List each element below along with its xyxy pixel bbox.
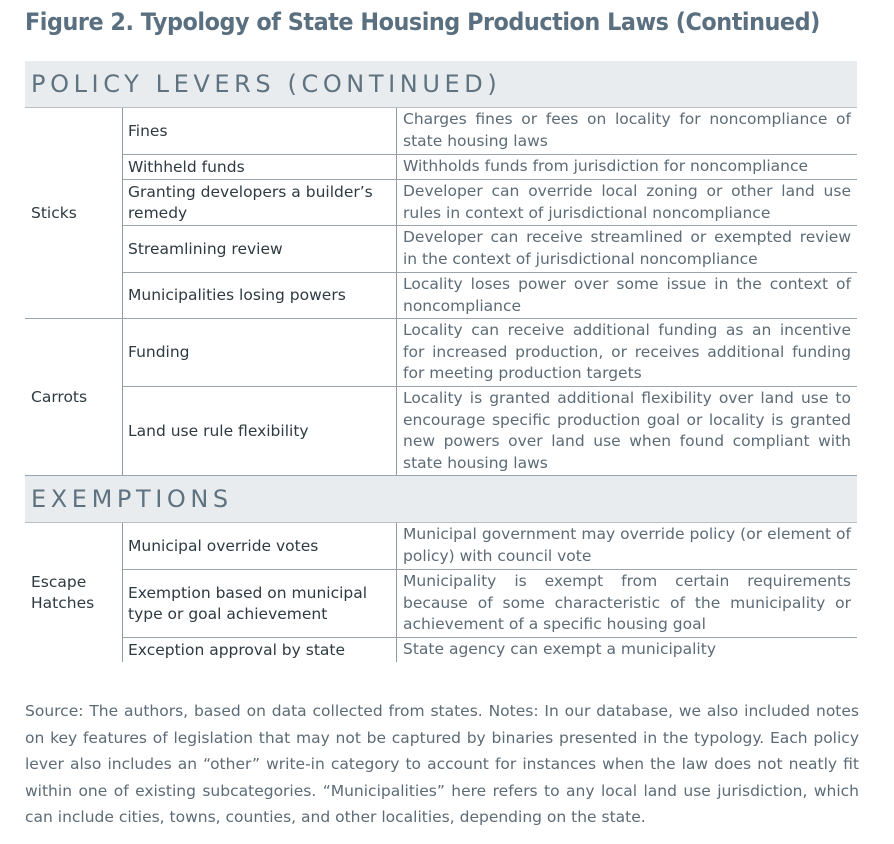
table-row: [123, 155, 857, 180]
typology-table: [25, 61, 857, 662]
lever-cell: Municipal override votes: [123, 523, 397, 569]
lever-cell: Exception approval by state: [123, 638, 397, 662]
lever-cell: Exemption based on municipal type or goal achievement: [123, 570, 397, 637]
source-notes: Source: The authors, based on data collected from states. Notes: In our database, we also included notes on key features of legislation that may not be captured by binaries presented in the typology. Each policy lever also includes an “other” write-in category to account for instances when the law does not neatly fit within one of existing subcategories. “Municipalities” here refers to any local land use jurisdiction, which can include cities, towns, counties, and other localities, depending on the state.: [25, 702, 859, 826]
description-cell: Locality loses power over some issue in the context of noncompliance: [403, 275, 851, 315]
description-cell: Developer can override local zoning or other land use rules in context of jurisdictional noncompliance: [403, 182, 851, 222]
description-cell: Developer can receive streamlined or exempted review in the context of jurisdictional noncompliance: [403, 228, 851, 268]
group-label: Escape Hatches: [25, 523, 123, 662]
group-escape-hatches: [25, 523, 857, 662]
table-row: [123, 108, 857, 155]
section-header-policy-levers: POLICY LEVERS (CONTINUED): [25, 61, 857, 108]
group-rows: [123, 108, 857, 318]
group-rows: [123, 319, 857, 475]
description-cell: Withholds funds from jurisdiction for noncompliance: [403, 157, 809, 175]
lever-cell: Funding: [123, 319, 397, 386]
description-cell: State agency can exempt a municipality: [403, 640, 716, 658]
lever-cell: Streamlining review: [123, 226, 397, 272]
group-sticks: [25, 108, 857, 319]
table-row: [123, 638, 857, 662]
description-cell: Charges fines or fees on locality for noncompliance of state housing laws: [403, 110, 851, 150]
lever-cell: Withheld funds: [123, 155, 397, 179]
table-row: [123, 570, 857, 638]
lever-cell: Land use rule flexibility: [123, 387, 397, 475]
description-cell: Municipal government may override policy (or element of policy) with council vote: [403, 525, 851, 565]
group-rows: [123, 523, 857, 662]
group-label: Sticks: [25, 108, 123, 318]
table-row: [123, 523, 857, 570]
description-cell: Municipality is exempt from certain requirements because of some characteristic of the municipality or achievement of a specific housing goal: [403, 572, 851, 633]
description-cell: Locality is granted additional flexibility over land use to encourage specific production goal or locality is granted new powers over land use when found compliant with state housing laws: [403, 389, 851, 472]
figure-title: Figure 2. Typology of State Housing Production Laws (Continued): [25, 8, 820, 36]
group-carrots: [25, 319, 857, 476]
table-row: [123, 180, 857, 226]
table-row: [123, 387, 857, 475]
group-label: Carrots: [25, 319, 123, 475]
section-header-exemptions: EXEMPTIONS: [25, 476, 857, 523]
description-cell: Locality can receive additional funding as an incentive for increased production, or receives additional funding for meeting production targets: [403, 321, 851, 382]
lever-cell: Fines: [123, 108, 397, 154]
lever-cell: Granting developers a builder’s remedy: [123, 180, 397, 225]
lever-cell: Municipalities losing powers: [123, 273, 397, 318]
table-row: [123, 273, 857, 318]
table-row: [123, 226, 857, 273]
table-row: [123, 319, 857, 387]
